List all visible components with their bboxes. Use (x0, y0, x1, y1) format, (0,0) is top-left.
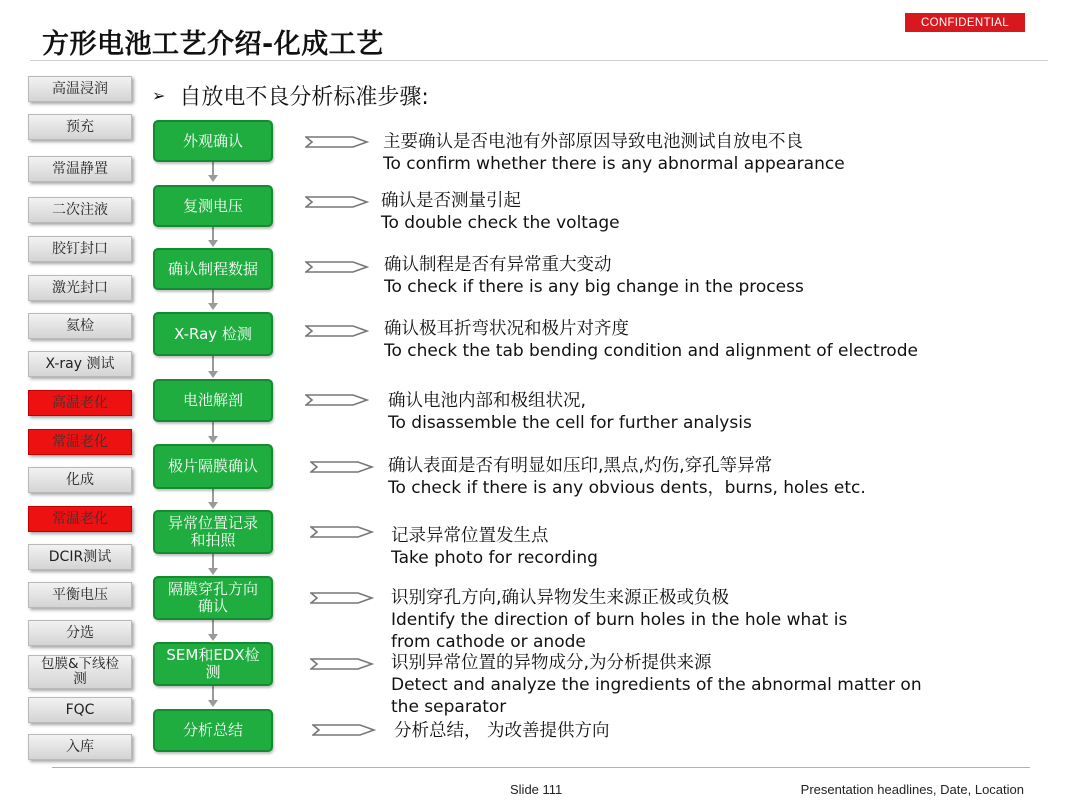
step-description (391, 652, 951, 718)
pointer-arrow-icon (305, 392, 369, 408)
flow-step-voltage-recheck: 复测电压 (153, 185, 273, 227)
flow-step-xray-inspection: X-Ray 检测 (153, 312, 273, 356)
flow-connector (212, 554, 214, 570)
description-zh: 确认表面是否有明显如压印,黑点,灼伤,穿孔等异常 (388, 456, 773, 476)
sidebar-item-room-temp-rest: 常温静置 (28, 156, 132, 182)
flow-connector (212, 356, 214, 373)
sidebar-item-high-temp-aging: 高温老化 (28, 390, 132, 416)
section-heading (152, 80, 429, 111)
sidebar-item-room-temp-aging-2: 常温老化 (28, 506, 132, 532)
description-zh: 识别异常位置的异物成分,为分析提供来源 (391, 653, 712, 673)
pointer-arrow-icon (310, 590, 374, 606)
footer-caption: Presentation headlines, Date, Location (800, 782, 1024, 797)
description-zh: 记录异常位置发生点 (391, 526, 549, 546)
description-zh: 分析总结， 为改善提供方向 (394, 721, 610, 741)
flow-connector (212, 620, 214, 636)
flow-step-cell-disassembly: 电池解剖 (153, 379, 273, 422)
step-description (391, 525, 1021, 569)
pointer-arrow-icon (310, 524, 374, 540)
pointer-arrow-icon (305, 194, 369, 210)
sidebar-item-dcir-test: DCIR测试 (28, 544, 132, 570)
sidebar-item-xray-test: X-ray 测试 (28, 351, 132, 377)
flow-connector (212, 686, 214, 702)
sidebar-item-warehousing: 入库 (28, 734, 132, 760)
sidebar-item-sorting: 分选 (28, 620, 132, 646)
step-description (388, 390, 1028, 434)
pointer-arrow-icon (305, 259, 369, 275)
title-divider (30, 60, 1048, 61)
flow-step-sem-edx: SEM和EDX检测 (153, 642, 273, 686)
page-title: 方形电池工艺介绍-化成工艺 (42, 29, 384, 60)
description-zh: 确认制程是否有异常重大变动 (384, 255, 612, 275)
sidebar-item-precharge: 预充 (28, 114, 132, 140)
description-en: To double check the voltage (381, 213, 620, 233)
sidebar-item-second-injection: 二次注液 (28, 197, 132, 223)
flow-connector (212, 162, 214, 177)
step-description (383, 131, 1023, 175)
flow-step-burn-hole-direction: 隔膜穿孔方向确认 (153, 576, 273, 620)
description-en: Take photo for recording (391, 548, 598, 568)
sidebar-item-room-temp-aging: 常温老化 (28, 429, 132, 455)
pointer-arrow-icon (305, 323, 369, 339)
sidebar-item-helium-check: 氦检 (28, 313, 132, 339)
description-zh: 识别穿孔方向,确认异物发生来源正极或负极 (391, 588, 730, 608)
step-description (388, 455, 1028, 499)
section-heading-text: 自放电不良分析标准步骤: (179, 85, 429, 110)
flow-step-analysis-summary: 分析总结 (153, 709, 273, 752)
step-description (391, 587, 861, 653)
pointer-arrow-icon (312, 722, 376, 738)
description-en: Identify the direction of burn holes in the hole what is from cathode or anode (391, 610, 848, 652)
sidebar-item-high-temp-soak: 高温浸润 (28, 76, 132, 102)
pointer-arrow-icon (310, 459, 374, 475)
arrow-bullet-icon: ➢ (152, 86, 166, 105)
pointer-arrow-icon (310, 656, 374, 672)
flow-step-appearance-check: 外观确认 (153, 120, 273, 162)
description-en: To disassemble the cell for further analysis (388, 413, 752, 433)
flow-connector (212, 227, 214, 242)
flow-step-electrode-separator-check: 极片隔膜确认 (153, 444, 273, 489)
step-description (381, 190, 1021, 234)
description-zh: 确认极耳折弯状况和极片对齐度 (384, 319, 629, 339)
step-description (384, 254, 1024, 298)
sidebar-item-formation: 化成 (28, 467, 132, 493)
flow-step-process-data-check: 确认制程数据 (153, 248, 273, 290)
sidebar-item-balance-voltage: 平衡电压 (28, 582, 132, 608)
flow-step-abnormal-location-record: 异常位置记录和拍照 (153, 510, 273, 554)
description-en: To check the tab bending condition and alignment of electrode (384, 341, 918, 361)
description-zh: 确认是否测量引起 (381, 191, 521, 211)
description-en: Detect and analyze the ingredients of the abnormal matter on the separator (391, 675, 922, 717)
footer-divider (52, 767, 1030, 768)
confidential-badge: CONFIDENTIAL (905, 13, 1025, 32)
description-en: To check if there is any big change in the process (384, 277, 804, 297)
step-description (394, 720, 994, 742)
description-zh: 确认电池内部和极组状况, (388, 391, 587, 411)
flow-connector (212, 290, 214, 305)
description-en: To check if there is any obvious dents，burns, holes etc. (388, 478, 866, 498)
flow-connector (212, 422, 214, 438)
sidebar-item-rubber-nail-seal: 胶钉封口 (28, 236, 132, 262)
step-description (384, 318, 1034, 362)
description-en: To confirm whether there is any abnormal appearance (383, 154, 845, 174)
sidebar-item-wrap-offline-test: 包膜&下线检测 (28, 655, 132, 689)
sidebar-item-laser-seal: 激光封口 (28, 275, 132, 301)
slide-number: Slide 111 (510, 782, 563, 797)
pointer-arrow-icon (305, 134, 369, 150)
description-zh: 主要确认是否电池有外部原因导致电池测试自放电不良 (383, 132, 803, 152)
sidebar-item-fqc: FQC (28, 697, 132, 723)
flow-connector (212, 489, 214, 504)
